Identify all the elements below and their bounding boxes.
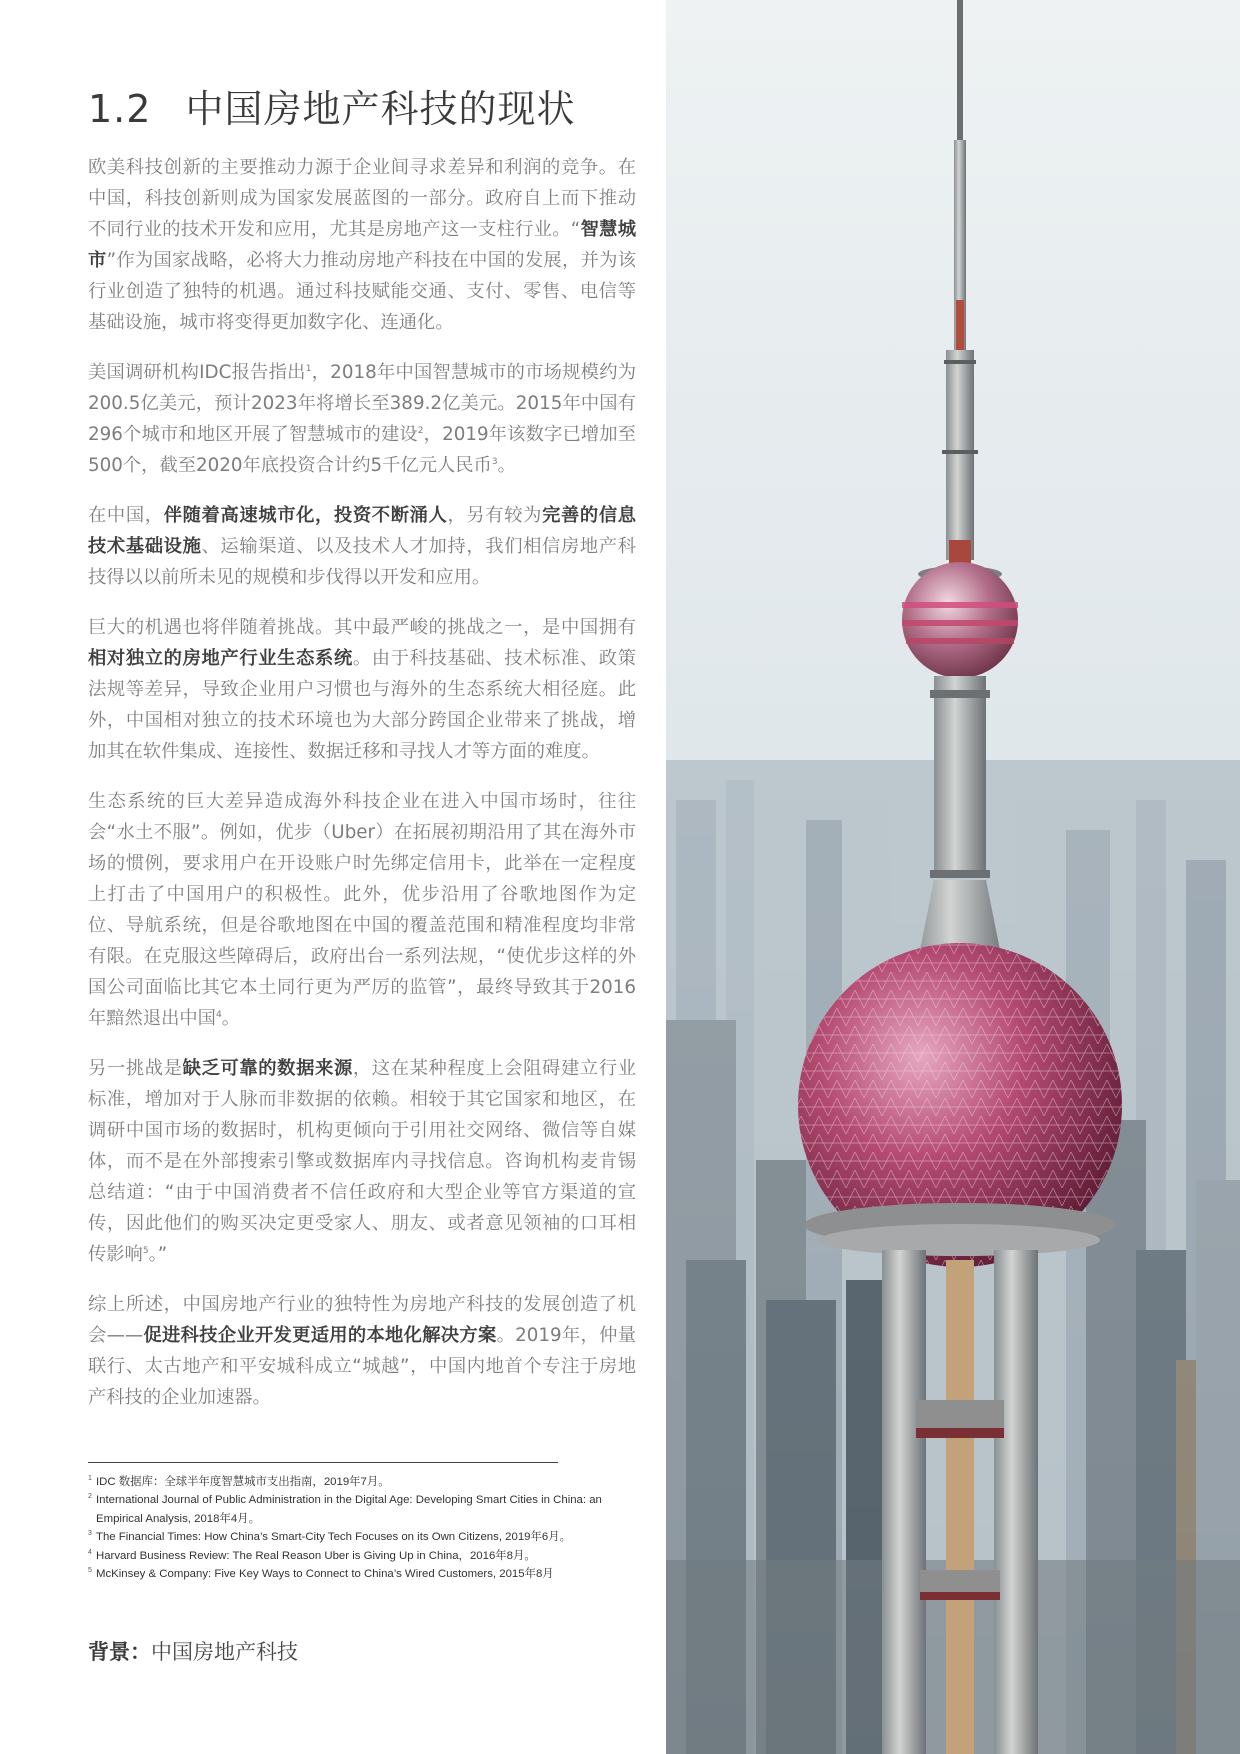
- emphasis-text: 促进科技企业开发更适用的本地化解决方案: [143, 1325, 497, 1346]
- paragraph-text: 综上所述，中国房地产行业的独特性为房地产科技的发展创造了机会——: [88, 1294, 636, 1346]
- paragraph-text: 。2019年，仲量联行、太古地产和平安城科成立“城越”，中国内地首个专注于房地产科技的企业加速器。: [88, 1325, 637, 1408]
- emphasis-text: 智慧城市: [88, 219, 636, 271]
- paragraph-text: 欧美科技创新的主要推动力源于企业间寻求差异和利润的竞争。在中国，科技创新则成为国家发展蓝图的一部分。政府自上而下推动不同行业的技术开发和应用，尤其是房地产这一支柱行业。“: [88, 157, 636, 240]
- body-paragraph: [88, 1289, 636, 1413]
- body-paragraph: [88, 612, 636, 767]
- footnote-number: 3: [88, 1530, 92, 1538]
- footnote-number: 2: [88, 1493, 92, 1501]
- footnote-reference: 1: [305, 363, 312, 374]
- footnote: [88, 1565, 636, 1583]
- paragraph-text: ，另有较为: [447, 505, 543, 526]
- footnote-reference: 4: [215, 1009, 222, 1020]
- emphasis-text: 伴随着高速城市化，投资不断涌人: [163, 505, 448, 526]
- paragraph-text: ”作为国家战略，必将大力推动房地产科技在中国的发展，并为该行业创造了独特的机遇。通过科技赋能交通、支付、零售、电信等基础设施，城市将变得更加数字化、连通化。: [88, 250, 636, 333]
- footnote-divider: [88, 1462, 558, 1463]
- lower-sphere: [798, 943, 1122, 1267]
- body-text: [88, 152, 636, 1432]
- body-paragraph: [88, 786, 636, 1034]
- footnote-number: 5: [88, 1567, 92, 1575]
- footnote: [88, 1473, 636, 1491]
- tower-legs: [882, 1250, 1038, 1754]
- oriental-pearl-tower-illustration: [666, 0, 1240, 1754]
- body-paragraph: [88, 357, 636, 481]
- paragraph-text: 。: [221, 1008, 240, 1029]
- paragraph-text: 、运输渠道、以及技术人才加持，我们相信房地产科技得以以前所未见的规模和步伐得以开发和应用。: [88, 536, 637, 588]
- footnote-text: McKinsey & Company: Five Key Ways to Connect to China’s Wired Customers, 2015年8月: [96, 1568, 554, 1581]
- footnote-reference: 3: [491, 456, 498, 467]
- footnote-number: 1: [88, 1475, 92, 1482]
- paragraph-text: 。: [497, 455, 516, 476]
- page-footer: [88, 1636, 298, 1666]
- section-number: 1.2: [88, 87, 152, 131]
- section-heading: [88, 78, 575, 133]
- footnote-text: IDC 数据库：全球半年度智慧城市支出指南，2019年7月。: [96, 1476, 390, 1488]
- paragraph-text: 在中国，: [88, 505, 164, 526]
- footer-text: 中国房地产科技: [151, 1640, 298, 1664]
- footnote: [88, 1528, 636, 1546]
- upper-sphere: [902, 562, 1018, 678]
- footnote-reference: 2: [417, 425, 424, 436]
- paragraph-text: ，2018年中国智慧城市的市场规模约为200.5亿美元，预计2023年将增长至389.2亿美元。2015年中国有296个城市和地区开展了智慧城市的建设: [88, 362, 636, 445]
- footer-label: 背景：: [88, 1640, 151, 1664]
- paragraph-text: 生态系统的巨大差异造成海外科技企业在进入中国市场时，往往会“水土不服”。例如，优步（Uber）在拓展初期沿用了其在海外市场的惯例，要求用户在开设账户时先绑定信用卡，此举在一定程度上打击了中国用户的积极性。此外，优步沿用了谷歌地图作为定位、导航系统，但是谷歌地图在中国的覆盖范围和精准程度均非常有限。在克服这些障碍后，政府出台一系列法规，“使优步这样的外国公司面临比其它本土同行更为严厉的监管”，最终导致其于2016年黯然退出中国: [88, 791, 636, 1029]
- paragraph-text: 。由于科技基础、技术标准、政策法规等差异，导致企业用户习惯也与海外的生态系统大相径庭。此外，中国相对独立的技术环境也为大部分跨国企业带来了挑战，增加其在软件集成、连接性、数据迁移和寻找人才等方面的难度。: [88, 648, 636, 762]
- footnote-text: International Journal of Public Administration in the Digital Age: Developing Smart Cities in China: an Empirical Analysis, 2018年4月。: [96, 1494, 602, 1525]
- footnote: [88, 1491, 636, 1528]
- paragraph-text: 另一挑战是: [88, 1058, 183, 1079]
- paragraph-text: 。”: [148, 1244, 168, 1265]
- body-paragraph: [88, 152, 636, 338]
- emphasis-text: 完善的信息技术基础设施: [88, 505, 637, 557]
- footnote: [88, 1547, 636, 1565]
- emphasis-text: 相对独立的房地产行业生态系统: [88, 648, 353, 669]
- paragraph-text: ，2019年该数字已增加至500个，截至2020年底投资合计约5千亿元人民币: [88, 424, 636, 476]
- paragraph-text: ，这在某种程度上会阻碍建立行业标准，增加对于人脉而非数据的依赖。相较于其它国家和地区，在调研中国市场的数据时，机构更倾向于引用社交网络、微信等自媒体，而不是在外部搜索引擎或数据库内寻找信息。咨询机构麦肯锡总结道：“由于中国消费者不信任政府和大型企业等官方渠道的宣传，因此他们的购买决定更受家人、朋友、或者意见领袖的口耳相传影响: [88, 1058, 637, 1265]
- footnote-number: 4: [88, 1548, 92, 1556]
- footnote-text: The Financial Times: How China’s Smart-City Tech Focuses on its Own Citizens, 2019年6月。: [96, 1531, 571, 1544]
- body-paragraph: [88, 1053, 636, 1270]
- footnotes: [88, 1473, 636, 1583]
- footnote-reference: 5: [142, 1245, 149, 1256]
- tower-photo: [666, 0, 1240, 1754]
- paragraph-text: 巨大的机遇也将伴随着挑战。其中最严峻的挑战之一，是中国拥有: [88, 617, 636, 638]
- body-paragraph: [88, 500, 636, 593]
- emphasis-text: 缺乏可靠的数据来源: [182, 1058, 353, 1079]
- text-column: [88, 0, 636, 1754]
- footnote-text: Harvard Business Review: The Real Reason Uber is Giving Up in China，2016年8月。: [96, 1549, 536, 1562]
- section-title-text: 中国房地产科技的现状: [185, 87, 576, 131]
- paragraph-text: 美国调研机构IDC报告指出: [88, 362, 306, 383]
